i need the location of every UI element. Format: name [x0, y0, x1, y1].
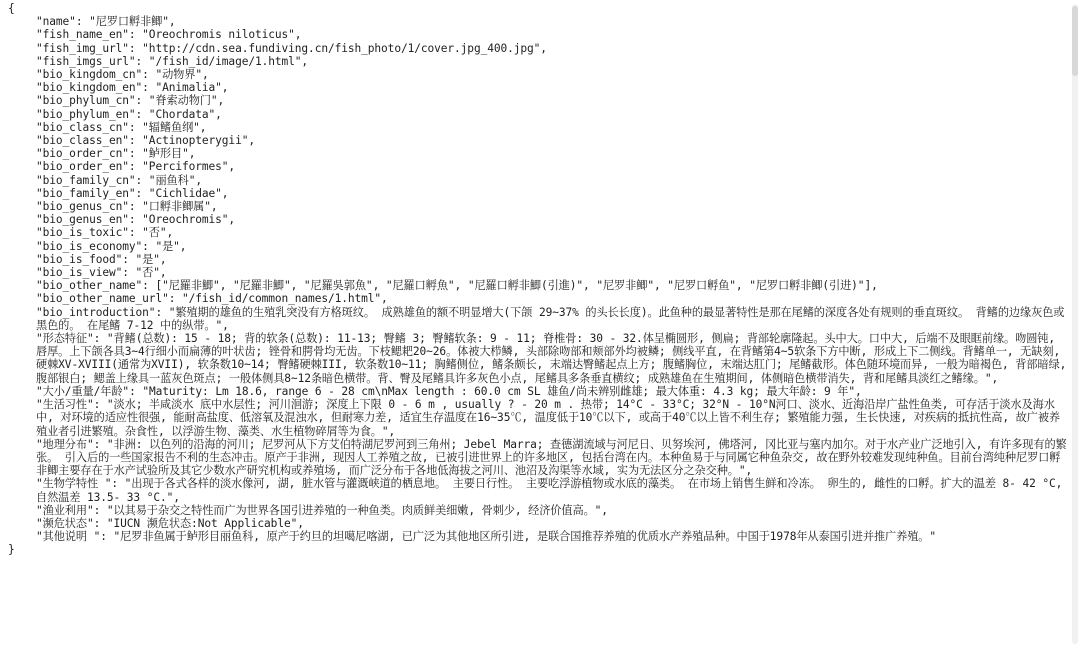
field-bio-phylum-en: "bio_phylum_en": "Chordata",: [36, 107, 222, 121]
field-bio-is-economy: "bio_is_economy": "是",: [36, 239, 187, 253]
field-fish-img-url: "fish_img_url": "http://cdn.sea.fundiving.cn/fish_photo/1/cover.jpg_400.jpg",: [36, 41, 547, 55]
field-morphology: "形态特征": "背鳍(总数): 15 - 18; 背的软条(总数): 11-13; 臀鳍 3; 臀鳍软条: 9 - 11; 脊椎骨: 30 - 32.体呈椭圆形, 侧扁; 背部轮廓隆起。头中大。口中大, 后端不及眼眶前缘。吻圆钝, 唇厚。上下颌各具3~4行细小而扁薄的叶状齿; 锉骨和腭骨均无齿。下枝鳃耙20~26。体被大栉鳞, 头部除吻部和颊部外均被鳞; 侧线平直, 在背鳍第4~5软条下方中断, 形成上下二侧线。背鳍单一, 无缺刻, 硬棘XV-XVIII(通常为XVII), 软条数10~14; 臀鳍硬棘III, 软条数10~11; 胸鳍侧位, 鳍条颇长, 末端达臀鳍起点上方; 腹鳍胸位, 末端达肛门; 尾鳍截形。体色随环境而异, 一般为暗褐色, 背部暗绿, 腹部银白; 鳃盖上缘具一蓝灰色斑点; 一般体侧具8~12条暗色横带。背、臀及尾鳍具许多灰色小点, 尾鳍具多条垂直横纹; 成熟雄鱼在生殖期间, 体侧暗色横带消失, 背和尾鳍具淡红之鳍缘。",: [36, 332, 1067, 385]
field-bio-kingdom-en: "bio_kingdom_en": "Animalia",: [36, 81, 229, 95]
field-habits: "生活习性": "淡水; 半咸淡水 底中水层性; 河川洄游; 深度上下限 0 - 6 m , usually ? - 20 m . 热带; 14°C - 33°C; 32°N - 10°N河口、淡水、近海沿岸广盐性鱼类, 可存活于淡水及海水中, 对环境的适应性很强, 能耐高盐度、低溶氧及混浊水, 但耐寒力差, 适宜生存温度在16~35℃, 温度低于10℃以下, 或高于40℃以上皆不利生存; 繁殖能力强, 生长快速, 对疾病的抵抗性高, 故广被养殖业者引进繁殖。杂食性, 以浮游生物、藻类、水生植物碎屑等为食。",: [36, 398, 1060, 438]
field-other-notes: "其他说明 ": "尼罗非鱼属于鲈形目丽鱼科, 原产于约旦的坦噶尼喀湖, 已广泛为其他地区所引进, 是联合国推荐养殖的优质水产养殖品种。中国于1978年从泰国引进并推广养殖。": [36, 530, 937, 544]
field-bio-other-name: "bio_other_name": ["尼羅非鯽", "尼羅非鯽", "尼羅吳郭魚", "尼羅口孵魚", "尼羅口孵非鯽(引進)", "尼罗非鲫", "尼罗口孵鱼", "尼罗口孵非鲫(引进)"],: [36, 279, 878, 293]
field-bio-is-toxic: "bio_is_toxic": "否",: [36, 226, 174, 240]
field-bio-genus-cn: "bio_genus_cn": "口孵非鲫属",: [36, 200, 218, 214]
close-brace: }: [8, 543, 15, 557]
scrollbar-thumb[interactable]: [1072, 6, 1078, 76]
field-bio-is-view: "bio_is_view": "否",: [36, 266, 167, 280]
field-bio-class-cn: "bio_class_cn": "辐鳍鱼纲",: [36, 120, 207, 134]
field-bio-family-en: "bio_family_en": "Cichlidae",: [36, 186, 229, 200]
vertical-scrollbar[interactable]: [1072, 4, 1078, 644]
json-text: [8, 2, 1068, 557]
field-distribution: "地理分布": "非洲: 以色列的沿海的河川; 尼罗河从下方艾伯特湖尼罗河到三角州; Jebel Marra; 查德湖流域与河尼日、贝努埃河, 佛塔河, 冈比亚与塞内加尔。对于水产业广泛地引入, 有许多现有的繁张。 引入后的一些国家报告不利的生态冲击。原产于非洲, 现因人工养殖之故, 已被引进世界上的许多地区, 包括台湾在内。本种鱼易于与同属它种鱼杂交, 故在野外较难发现纯种鱼。目前台湾纯种尼罗口孵非鲫主要存在于水产试验所及其它少数水产研究机构或养殖场, 而广泛分布于各地低海拔之河川、池沼及沟渠等水域, 实为无法区分之杂交种。",: [36, 437, 1067, 478]
field-bio-class-en: "bio_class_en": "Actinopterygii",: [36, 134, 255, 148]
field-bio-other-name-url: "bio_other_name_url": "/fish_id/common_names/1.html",: [36, 292, 388, 306]
field-bio-phylum-cn: "bio_phylum_cn": "脊索动物门",: [36, 94, 225, 108]
field-bio-family-cn: "bio_family_cn": "丽鱼科",: [36, 173, 202, 187]
field-bio-kingdom-cn: "bio_kingdom_cn": "动物界",: [36, 68, 209, 82]
field-fish-imgs-url: "fish_imgs_url": "/fish_id/image/1.html",: [36, 54, 309, 68]
field-bio-is-food: "bio_is_food": "是",: [36, 252, 167, 266]
field-name: "name": "尼罗口孵非鲫",: [36, 15, 176, 29]
field-endangered-status: "濒危状态": "IUCN 濒危状态:Not Applicable",: [36, 516, 304, 530]
field-size-weight-age: "大小/重量/年龄": "Maturity: Lm 18.6, range 6 - 28 cm\nMax length : 60.0 cm SL 雄鱼/尚未辨别雌雄; 最大体重: 4.3 kg; 最大年龄: 9 年",: [36, 384, 862, 398]
open-brace: {: [8, 2, 15, 15]
field-bio-introduction: "bio_introduction": "繁殖期的雄鱼的生殖乳突没有方格斑纹。 成熟雄鱼的额不明显增大(下颌 29~37% 的头长长度)。此鱼种的最显著特性是那在尾鳍的深度各处有规则的垂直斑纹。 背鳍的边缘灰色或黑色的。 在尾鳍 7-12 中的纵带。",: [36, 305, 1065, 332]
field-bio-order-cn: "bio_order_cn": "鲈形目",: [36, 147, 196, 161]
field-bio-genus-en: "bio_genus_en": "Oreochromis",: [36, 213, 236, 227]
field-bio-order-en: "bio_order_en": "Perciformes",: [36, 160, 236, 174]
field-fishery-use: "渔业利用": "以其易于杂交之特性而广为世界各国引进养殖的一种鱼类。肉质鲜美细嫩, 骨刺少, 经济价值高。",: [36, 503, 608, 517]
field-fish-name-en: "fish_name_en": "Oreochromis niloticus",: [36, 28, 302, 42]
field-biology: "生物学特性 ": "出现于各式各样的淡水像河, 湖, 脏水管与灌溉峡道的栖息地。 主要日行性。 主要吃浮游植物或水底的藻类。 在市场上销售生鲜和冷冻。 卵生的, 雌性的口孵。扩大的温差 8- 42 °C, 自然温差 13.5- 33 °C.",: [36, 477, 1063, 504]
